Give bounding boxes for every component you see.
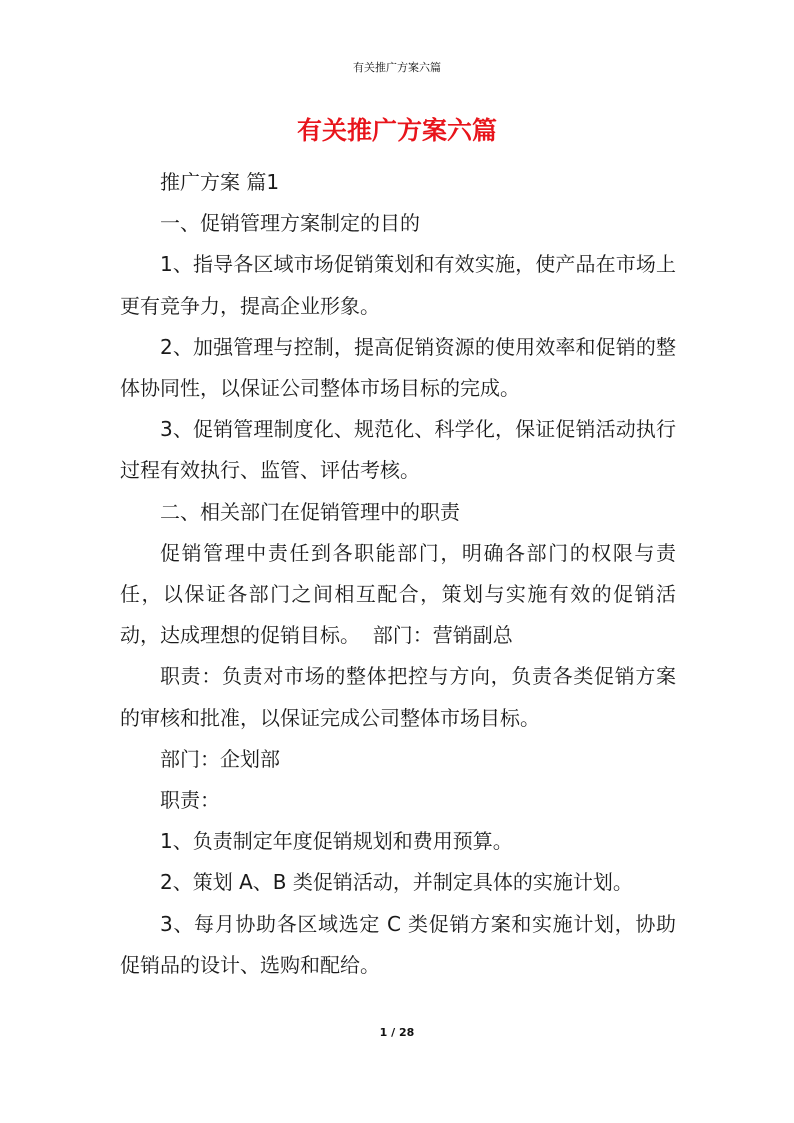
section-heading: 推广方案 篇1 [160,170,280,194]
list-item: 1、负责制定年度促销规划和费用预算。 [160,829,513,854]
document-body [120,162,676,986]
subsection-heading: 一、促销管理方案制定的目的 [160,211,420,236]
paragraph: 2、加强管理与控制，提高促销资源的使用效率和促销的整体协同性，以保证公司整体市场目标的完成。 [120,334,676,401]
running-header: 有关推广方案六篇 [353,61,441,74]
paragraph: 1、指导各区域市场促销策划和有效实施，使产品在市场上更有竞争力，提高企业形象。 [120,252,676,318]
paragraph: 3、促销管理制度化、规范化、科学化，保证促销活动执行过程有效执行、监管、评估考核。 [120,417,676,483]
document-title: 有关推广方案六篇 [296,116,497,145]
list-item: 2、策划 A、B 类促销活动，并制定具体的实施计划。 [160,870,633,895]
page-number: 1 / 28 [379,1026,415,1039]
subsection-heading: 二、相关部门在促销管理中的职责 [160,499,460,524]
paragraph: 促销管理中责任到各职能部门，明确各部门的权限与责任，以保证各部门之间相互配合，策划与实施有效的促销活动，达成理想的促销目标。 部门：营销副总 [120,540,676,648]
paragraph: 职责：负责对市场的整体把控与方向，负责各类促销方案的审核和批准，以保证完成公司整体市场目标。 [120,664,676,730]
paragraph: 部门：企划部 [160,746,280,771]
list-item: 3、每月协助各区域选定 C 类促销方案和实施计划，协助促销品的设计、选购和配给。 [120,911,676,977]
paragraph: 职责： [160,788,220,813]
